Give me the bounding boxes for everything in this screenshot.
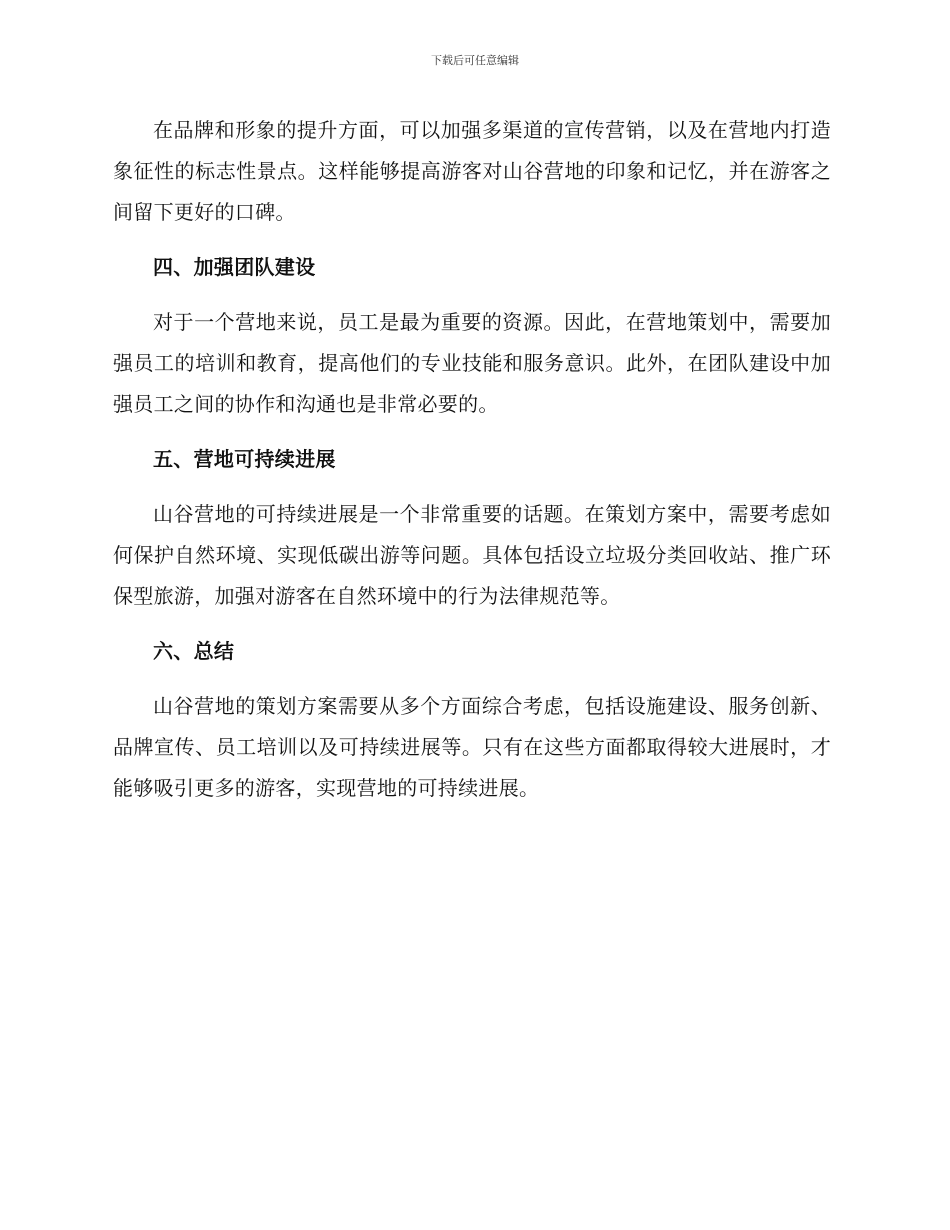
- team-paragraph: 对于一个营地来说，员工是最为重要的资源。因此，在营地策划中，需要加强员工的培训和教育，提高他们的专业技能和服务意识。此外，在团队建设中加强员工之间的协作和沟通也是非常必要的。: [113, 310, 831, 416]
- summary-paragraph: 山谷营地的策划方案需要从多个方面综合考虑，包括设施建设、服务创新、品牌宣传、员工培训以及可持续进展等。只有在这些方面都取得较大进展时，才能够吸引更多的游客，实现营地的可持续进展。: [113, 694, 831, 800]
- section-heading-sustainability: 五、营地可持续进展: [153, 447, 336, 471]
- sustainability-paragraph: 山谷营地的可持续进展是一个非常重要的话题。在策划方案中，需要考虑如何保护自然环境、实现低碳出游等问题。具体包括设立垃圾分类回收站、推广环保型旅游，加强对游客在自然环境中的行为法律规范等。: [113, 502, 831, 608]
- section-heading-summary: 六、总结: [153, 639, 235, 663]
- brand-paragraph: 在品牌和形象的提升方面，可以加强多渠道的宣传营销，以及在营地内打造象征性的标志性景点。这样能够提高游客对山谷营地的印象和记忆，并在游客之间留下更好的口碑。: [113, 118, 831, 224]
- section-heading-team: 四、加强团队建设: [153, 255, 316, 279]
- page-header-note: 下载后可任意编辑: [431, 54, 519, 67]
- document-body: [113, 110, 831, 809]
